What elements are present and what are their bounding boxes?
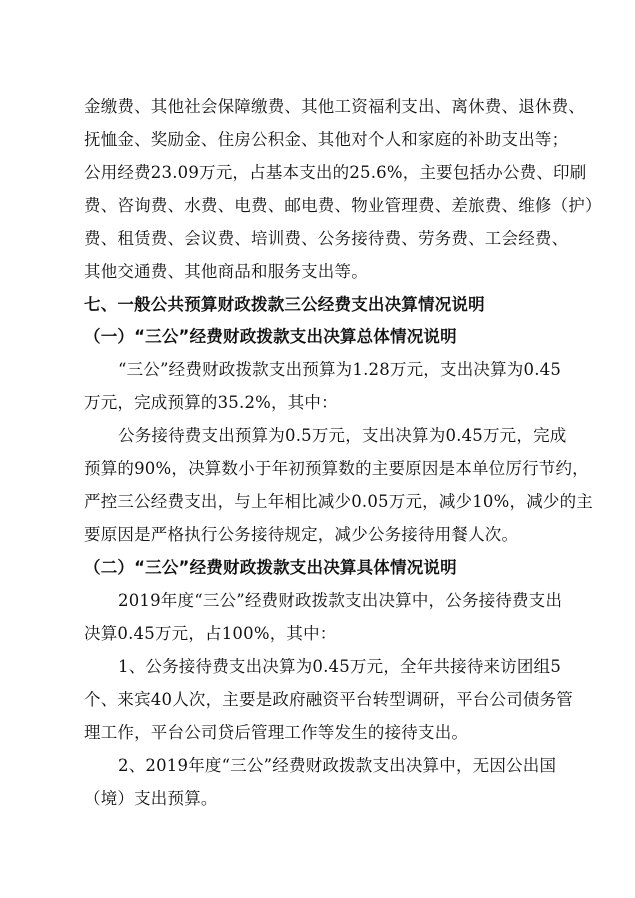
sub2-para1-line-1: 2019年度“三公”经费财政拨款支出决算中，公务接待费支出 xyxy=(118,591,563,610)
intro-line-4: 费、咨询费、水费、电费、邮电费、物业管理费、差旅费、维修（护） xyxy=(84,196,602,215)
sub2-para2-line-1: 1、公务接待费支出决算为0.45万元，全年共接待来访团组5 xyxy=(118,657,562,676)
sub1-para2-line-3: 严控三公经费支出，与上年相比减少0.05万元，减少10%，减少的主 xyxy=(84,492,594,511)
sub2-para2-line-2: 个、来宾40人次，主要是政府融资平台转型调研，平台公司债务管 xyxy=(84,690,573,709)
intro-line-6: 其他交通费、其他商品和服务支出等。 xyxy=(84,262,368,281)
subsection-heading-2: （二）“三公”经费财政拨款支出决算具体情况说明 xyxy=(84,558,457,577)
sub2-para3-line-1: 2、2019年度“三公”经费财政拨款支出决算中，无因公出国 xyxy=(118,756,557,775)
section-heading: 七、一般公共预算财政拨款三公经费支出决算情况说明 xyxy=(84,295,485,314)
sub1-para2-line-2: 预算的90%，决算数小于年初预算数的主要原因是本单位厉行节约， xyxy=(84,459,589,478)
sub1-para2-line-4: 要原因是严格执行公务接待规定，减少公务接待用餐人次。 xyxy=(84,525,519,544)
intro-line-5: 费、租赁费、会议费、培训费、公务接待费、劳务费、工会经费、 xyxy=(84,229,569,248)
intro-line-2: 抚恤金、奖励金、住房公积金、其他对个人和家庭的补助支出等； xyxy=(84,130,569,149)
sub1-para2-line-1: 公务接待费支出预算为0.5万元，支出决算为0.45万元，完成 xyxy=(118,426,567,445)
sub1-para1-line-1: “三公”经费财政拨款支出预算为1.28万元，支出决算为0.45 xyxy=(118,360,562,379)
sub1-para1-line-2: 万元，完成预算的35.2%，其中： xyxy=(84,393,338,412)
sub2-para3-line-2: （境）支出预算。 xyxy=(84,789,218,808)
sub2-para2-line-3: 理工作，平台公司贷后管理工作等发生的接待支出。 xyxy=(84,723,469,742)
sub2-para1-line-2: 决算0.45万元，占100%，其中： xyxy=(84,624,337,643)
intro-line-3: 公用经费23.09万元，占基本支出的25.6%，主要包括办公费、印刷 xyxy=(84,163,587,182)
subsection-heading-1: （一）“三公”经费财政拨款支出决算总体情况说明 xyxy=(84,327,457,346)
intro-line-1: 金缴费、其他社会保障缴费、其他工资福利支出、离休费、退休费、 xyxy=(84,97,585,116)
